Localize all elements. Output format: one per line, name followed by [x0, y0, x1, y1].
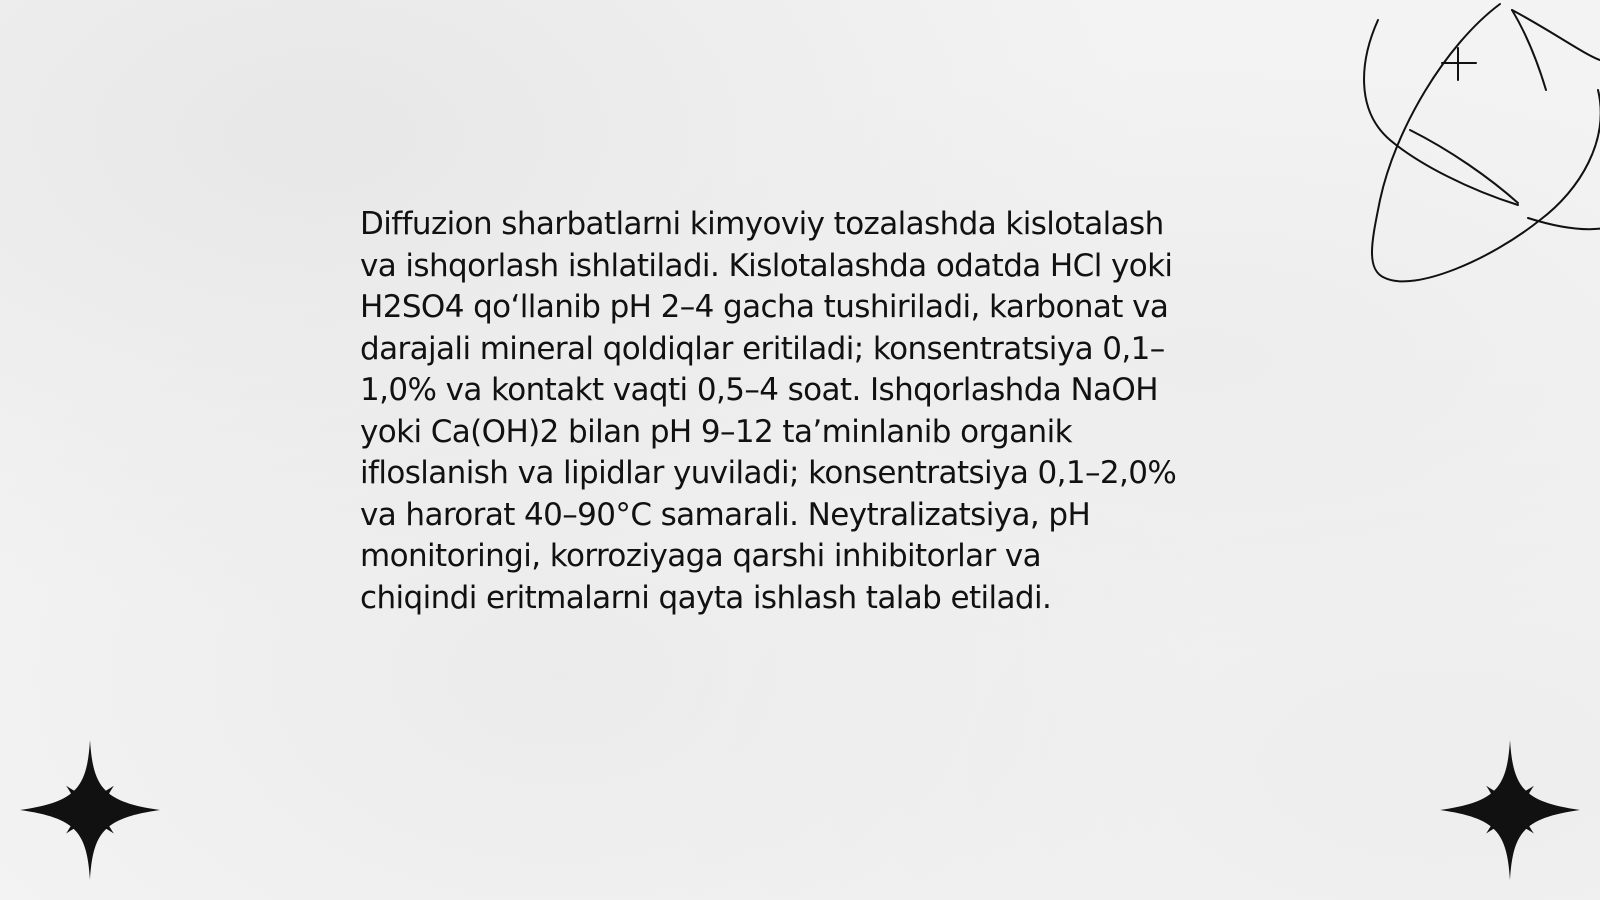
slide-body-text: Diffuzion sharbatlarni kimyoviy tozalashda kislotalash va ishqorlash ishlatiladi. Kislotalashda odatda HCl yoki H2SO4 qo‘llanib pH 2–4 gacha tushiriladi, karbonat va darajali mineral qoldiqlar eritiladi; konsentratsiya 0,1– 1,0% va kontakt vaqti 0,5–4 soat. Ishqorlashda NaOH yoki Ca(OH)2 bilan pH 9–12 ta’minlanib organik ifloslanish va lipidlar yuviladi; konsentratsiya 0,1–2,0% va harorat 40–90°C samarali. Neytralizatsiya, pH monitoringi, korroziyaga qarshi inhibitorlar va chiqindi eritmalarni qayta ishlash talab etiladi.: [360, 206, 1177, 616]
orbit-line-art-icon: [1340, 0, 1600, 300]
four-point-sparkle-icon: [20, 740, 160, 880]
four-point-sparkle-icon: [1440, 740, 1580, 880]
